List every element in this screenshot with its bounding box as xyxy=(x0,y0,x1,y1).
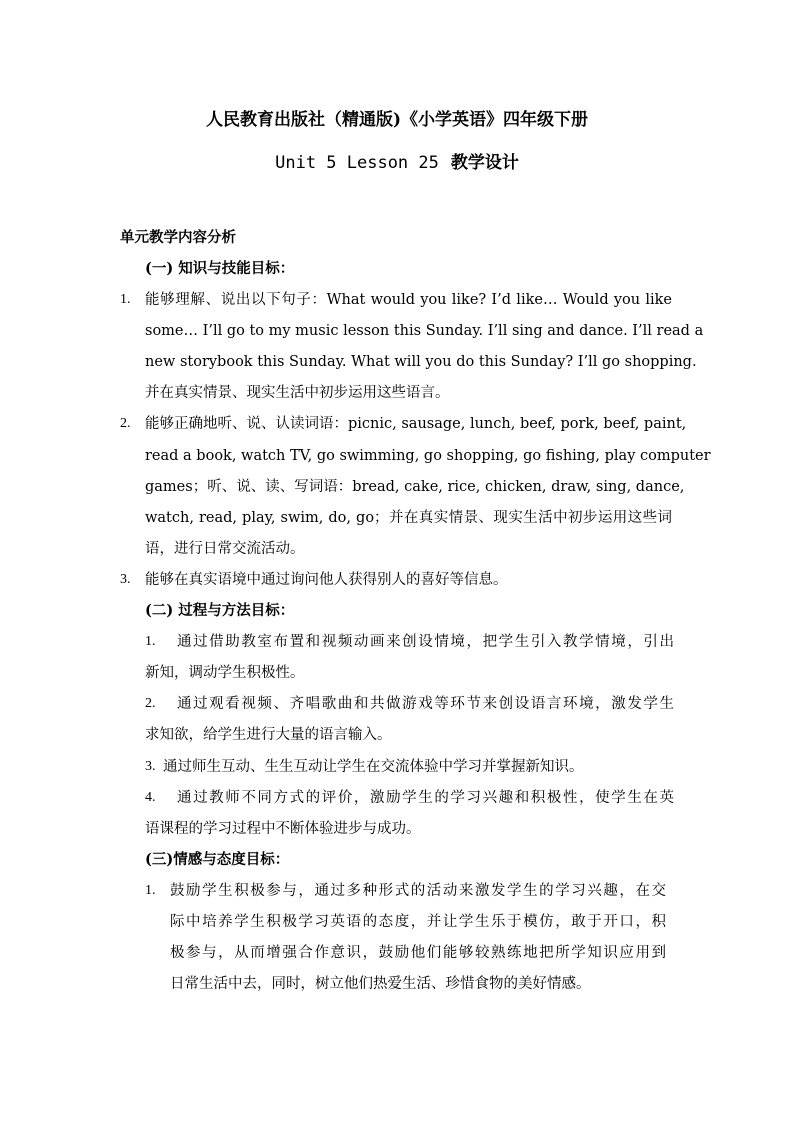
part1-item2-number: 2. xyxy=(120,416,131,431)
part1-item3-line1: 能够在真实语境中通过询问他人获得别人的喜好等信息。 xyxy=(145,572,508,588)
part1-item2-line1: 能够正确地听、说、认读词语：picnic, sausage, lunch, beef, pork, beef, paint, xyxy=(145,416,687,432)
part2-heading: (二) 过程与方法目标： xyxy=(145,602,295,619)
part1-item2-line3: games；听、说、读、写词语：bread, cake, rice, chicken, draw, sing, dance, xyxy=(145,479,685,495)
document-subtitle xyxy=(0,148,794,173)
part1-item2-line2: read a book, watch TV, go swimming, go shopping, go fishing, play computer xyxy=(145,448,711,464)
part2-item4-line2: 语课程的学习过程中不断体验进步与成功。 xyxy=(145,821,421,837)
part1-item1-line1: 能够理解、说出以下句子：What would you like? I’d like… Would you like xyxy=(145,292,672,308)
part3-item1-line2: 际中培养学生积极学习英语的态度，并让学生乐于模仿，敢于开口，积 xyxy=(170,914,666,930)
part3-item1-number: 1. xyxy=(145,883,156,898)
part3-heading: (三)情感与态度目标： xyxy=(145,851,290,868)
part1-heading: (一) 知识与技能目标： xyxy=(145,260,295,277)
part1-item1-line2: some… I’ll go to my music lesson this Sunday. I’ll sing and dance. I’ll read a xyxy=(145,323,704,339)
part1-item1-line3: new storybook this Sunday. What will you do this Sunday? I’ll go shopping. xyxy=(145,354,697,370)
part3-item1-line3: 极参与，从而增强合作意识，鼓励他们能够较熟练地把所学知识应用到 xyxy=(170,945,666,961)
part2-item3-line1: 通过师生互动、生生互动让学生在交流体验中学习并掌握新知识。 xyxy=(163,759,584,775)
part2-item3-number: 3. xyxy=(145,759,156,774)
part2-item2-number: 2. xyxy=(145,696,156,711)
part1-item3-number: 3. xyxy=(120,572,131,587)
part1-item2-line4: watch, read, play, swim, do, go；并在真实情景、现实生活中初步运用这些词 xyxy=(145,510,672,526)
subtitle-design: 教学设计 xyxy=(450,153,519,173)
part2-item2-line1: 通过观看视频、齐唱歌曲和共做游戏等环节来创设语言环境，激发学生 xyxy=(177,696,674,712)
part1-item1-number: 1. xyxy=(120,292,131,307)
part1-item2-line5: 语，进行日常交流活动。 xyxy=(145,541,305,557)
part2-item2-line2: 求知欲，给学生进行大量的语言输入。 xyxy=(145,727,392,743)
subtitle-lesson: Unit 5 Lesson 25 xyxy=(275,153,439,173)
part3-item1-line1: 鼓励学生积极参与，通过多种形式的活动来激发学生的学习兴趣，在交 xyxy=(170,883,666,899)
part1-item1-line4: 并在真实情景、现实生活中初步运用这些语言。 xyxy=(145,385,450,401)
part2-item4-number: 4. xyxy=(145,790,156,805)
part3-item1-line4: 日常生活中去，同时，树立他们热爱生活、珍惜食物的美好情感。 xyxy=(170,976,591,992)
part2-item1-line1: 通过借助教室布置和视频动画来创设情境，把学生引入教学情境，引出 xyxy=(177,634,674,650)
part2-item4-line1: 通过教师不同方式的评价，激励学生的学习兴趣和积极性，使学生在英 xyxy=(177,790,674,806)
document-title: 人民教育出版社（精通版)《小学英语》四年级下册 xyxy=(205,110,589,130)
part2-item1-number: 1. xyxy=(145,634,156,649)
section-heading: 单元教学内容分析 xyxy=(120,229,236,246)
part2-item1-line2: 新知，调动学生积极性。 xyxy=(145,665,305,681)
